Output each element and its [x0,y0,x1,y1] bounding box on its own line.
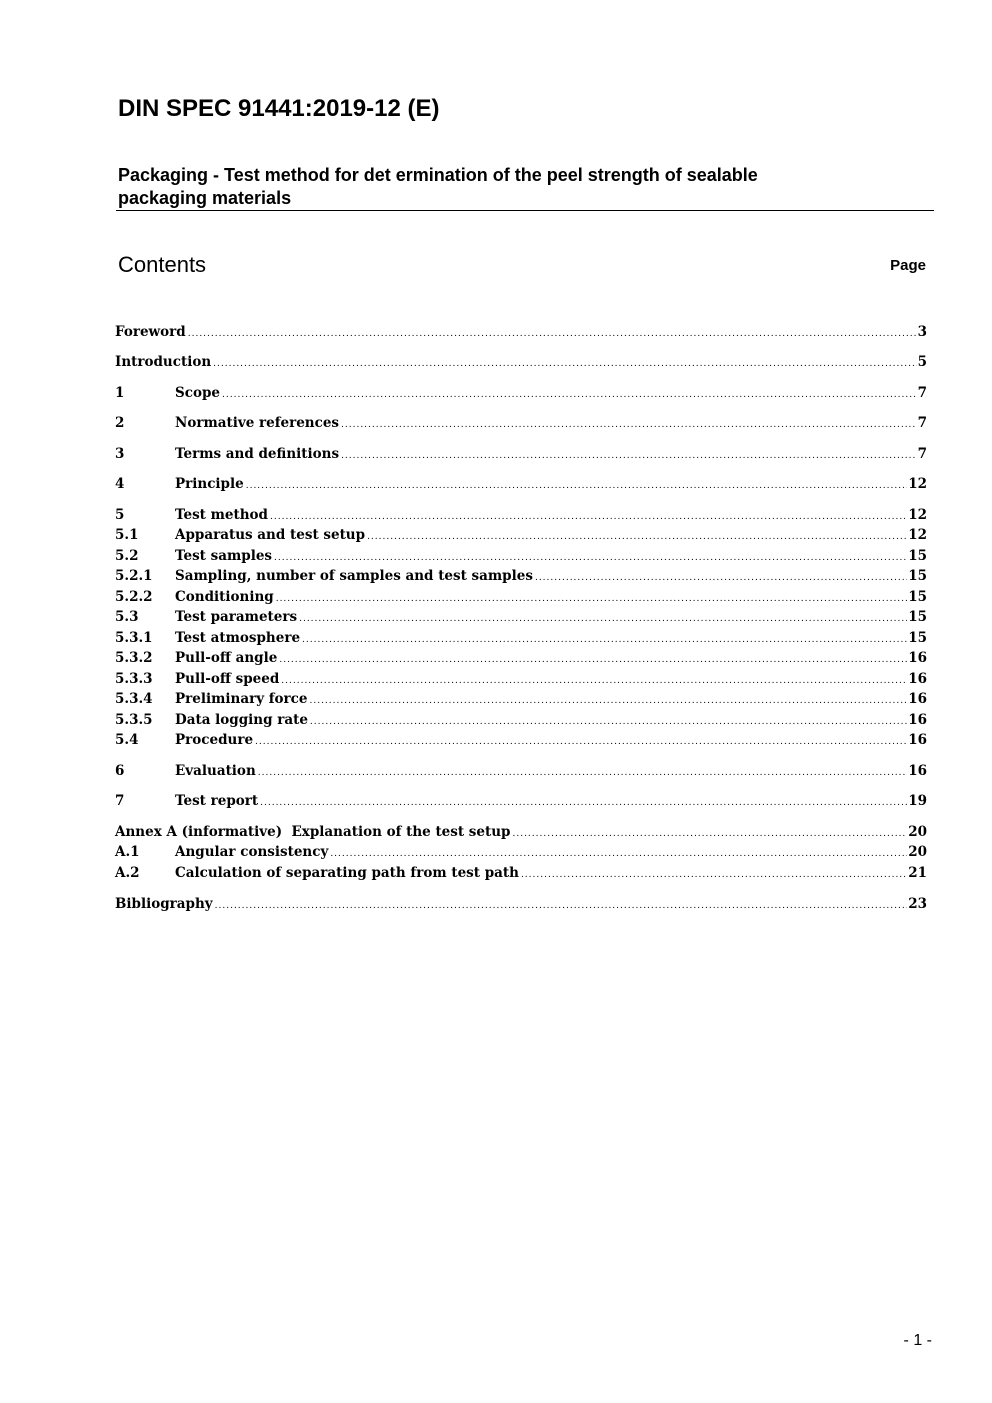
toc-entry-label: Test samples [175,548,273,564]
toc-entry-number: 2 [115,415,125,431]
toc-entry-page: 16 [908,712,927,728]
toc-entry-page: 20 [908,844,927,860]
toc-dot-leader [279,650,907,670]
toc-dot-leader [213,354,916,374]
toc-entry-label: Normative references [175,415,340,431]
toc-entry-label: Apparatus and test setup [175,527,366,543]
toc-dot-leader [367,527,907,547]
toc-entry-page: 5 [917,354,927,370]
toc-entry-number: A.2 [115,865,140,881]
toc-dot-leader [260,793,907,813]
toc-entry-label: Test report [175,793,259,809]
document-title-line-2: packaging materials [118,188,292,208]
toc-entry-label: Test parameters [175,609,298,625]
toc-entry-number: 5.3.1 [115,630,153,646]
title-divider [116,210,934,211]
toc-dot-leader [302,630,907,650]
toc-entry-apparatus-and-test-setup[interactable] [115,525,927,545]
toc-entry-test-parameters[interactable] [115,607,927,627]
toc-entry-label: Bibliography [115,896,213,912]
toc-entry-page: 23 [908,896,927,912]
toc-entry-sampling[interactable] [115,566,927,586]
toc-entry-pull-off-angle[interactable] [115,648,927,668]
toc-dot-leader [309,691,907,711]
toc-entry-page: 7 [917,446,927,462]
toc-entry-number: 3 [115,446,125,462]
toc-entry-label: Test atmosphere [175,630,301,646]
toc-entry-label: Introduction [115,354,212,370]
toc-entry-label: Pull-off angle [175,650,278,666]
toc-entry-bibliography[interactable] [115,894,927,914]
toc-dot-leader [310,712,907,732]
toc-entry-page: 15 [908,609,927,625]
toc-entry-pull-off-speed[interactable] [115,669,927,689]
toc-entry-number: 5.2.2 [115,589,153,605]
toc-entry-label: Calculation of separating path from test path [175,865,519,881]
toc-entry-data-logging-rate[interactable] [115,710,927,730]
toc-dot-leader [255,732,907,752]
document-title [118,164,918,210]
toc-entry-label: Test method [175,507,268,523]
toc-entry-page: 16 [908,691,927,707]
toc-entry-test-atmosphere[interactable] [115,628,927,648]
toc-dot-leader [276,589,908,609]
page-number: - 1 - [903,1332,932,1349]
toc-entry-number: 5 [115,507,125,523]
toc-entry-evaluation[interactable] [115,761,927,781]
toc-entry-label: Angular consistency [175,844,329,860]
toc-entry-page: 15 [908,568,927,584]
toc-entry-separating-path[interactable] [115,863,927,883]
toc-entry-page: 21 [908,865,927,881]
toc-entry-number: 5.4 [115,732,139,748]
toc-entry-number: 5.3 [115,609,139,625]
toc-entry-page: 15 [908,589,927,605]
toc-entry-number: 7 [115,793,125,809]
toc-dot-leader [274,548,907,568]
toc-entry-number: 1 [115,385,125,401]
document-title-line-1: Packaging - Test method for det ermination of the peel strength of sealable [118,165,758,185]
toc-entry-preliminary-force[interactable] [115,689,927,709]
toc-entry-label: Evaluation [175,763,256,779]
toc-entry-number: 5.2 [115,548,139,564]
toc-entry-number: 5.1 [115,527,139,543]
page-column-heading: Page [890,257,926,274]
toc-entry-page: 7 [917,385,927,401]
toc-entry-annex-a[interactable] [115,822,927,842]
toc-entry-number: 4 [115,476,125,492]
toc-entry-label: Data logging rate [175,712,308,728]
toc-entry-label: Foreword [115,324,186,340]
toc-entry-conditioning[interactable] [115,587,927,607]
toc-entry-page: 12 [908,527,927,543]
toc-entry-page: 15 [908,548,927,564]
toc-entry-label: Principle [175,476,244,492]
toc-dot-leader [246,476,907,496]
toc-entry-number: 5.3.5 [115,712,153,728]
toc-entry-page: 19 [908,793,927,809]
toc-entry-test-method[interactable] [115,505,927,525]
toc-entry-terms-and-definitions[interactable] [115,444,927,464]
toc-entry-label: Sampling, number of samples and test samples [175,568,533,584]
toc-entry-principle[interactable] [115,474,927,494]
toc-dot-leader [535,568,907,588]
toc-entry-number: A.1 [115,844,140,860]
toc-entry-page: 20 [908,824,927,840]
toc-dot-leader [330,844,907,864]
toc-dot-leader [281,671,907,691]
toc-entry-page: 12 [908,476,927,492]
toc-entry-page: 16 [908,650,927,666]
toc-entry-label: Procedure [175,732,254,748]
document-id: DIN SPEC 91441:2019-12 (E) [118,95,440,122]
toc-entry-foreword[interactable] [115,322,927,342]
toc-entry-page: 3 [917,324,927,340]
toc-entry-procedure[interactable] [115,730,927,750]
toc-entry-page: 12 [908,507,927,523]
toc-entry-page: 16 [908,671,927,687]
toc-entry-number: 5.2.1 [115,568,153,584]
toc-dot-leader [222,385,917,405]
toc-entry-label: Preliminary force [175,691,308,707]
toc-dot-leader [188,324,917,344]
toc-dot-leader [341,446,917,466]
toc-entry-scope[interactable] [115,383,927,403]
toc-entry-label: Conditioning [175,589,274,605]
toc-entry-label: Scope [175,385,221,401]
contents-heading: Contents [118,252,207,277]
toc-dot-leader [215,896,908,916]
toc-entry-number: 6 [115,763,125,779]
toc-entry-number: 5.3.3 [115,671,153,687]
toc-entry-number: 5.3.2 [115,650,153,666]
toc-entry-test-report[interactable] [115,791,927,811]
toc-entry-page: 7 [917,415,927,431]
toc-entry-page: 15 [908,630,927,646]
toc-entry-normative-references[interactable] [115,413,927,433]
toc-dot-leader [270,507,907,527]
toc-entry-number: 5.3.4 [115,691,153,707]
toc-entry-page: 16 [908,732,927,748]
toc-entry-angular-consistency[interactable] [115,842,927,862]
toc-dot-leader [258,763,907,783]
toc-dot-leader [341,415,917,435]
toc-entry-page: 16 [908,763,927,779]
toc-dot-leader [512,824,907,844]
toc-dot-leader [299,609,907,629]
toc-entry-label: Terms and definitions [175,446,340,462]
toc-entry-label: Pull-off speed [175,671,280,687]
toc-dot-leader [521,865,907,885]
toc-entry-label: Annex A (informative) Explanation of the test setup [115,824,511,840]
toc-entry-test-samples[interactable] [115,546,927,566]
toc-entry-introduction[interactable] [115,352,927,372]
